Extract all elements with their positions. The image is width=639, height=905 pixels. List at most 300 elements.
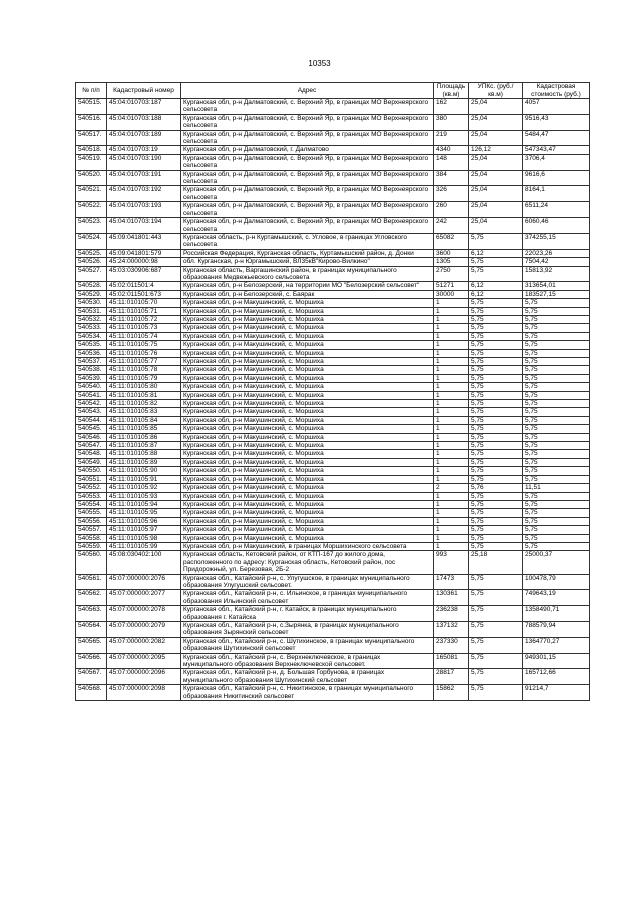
cell-area: 380 xyxy=(434,114,469,130)
cell-cadastral-cost: 5,75 xyxy=(523,315,590,323)
table-row xyxy=(76,366,590,374)
cell-upks: 5,75 xyxy=(469,492,523,500)
cell-cadastral-cost: 3706,4 xyxy=(523,154,590,170)
cell-cadastral-number: 45:08:030402:100 xyxy=(107,551,181,574)
cell-upks: 5,75 xyxy=(469,332,523,340)
cell-address: Курганская обл, р-н Макушинский, с. Моршиха xyxy=(181,341,434,349)
cell-num: 540556. xyxy=(76,517,107,525)
table-row xyxy=(76,146,590,154)
cell-upks: 5,75 xyxy=(469,374,523,382)
cell-cadastral-number: 45:09:041801:443 xyxy=(107,233,181,249)
cell-num: 540523. xyxy=(76,218,107,234)
table-row xyxy=(76,218,590,234)
cell-area: 1 xyxy=(434,526,469,534)
cell-cadastral-cost: 8164,1 xyxy=(523,186,590,202)
cell-upks: 25,18 xyxy=(469,551,523,574)
header-area: Площадь (кв.м) xyxy=(434,83,469,99)
cell-cadastral-cost: 5,75 xyxy=(523,450,590,458)
cell-area: 1 xyxy=(434,349,469,357)
cell-num: 540533. xyxy=(76,324,107,332)
cell-address: Курганская обл, р-н Далматовский, с. Верхний Яр, в границах МО Верхнеярского сельсовета xyxy=(181,186,434,202)
cell-cadastral-number: 45:11:010105:79 xyxy=(107,374,181,382)
cell-num: 540562. xyxy=(76,590,107,606)
cell-num: 540524. xyxy=(76,233,107,249)
cell-cadastral-number: 45:04:010703:187 xyxy=(107,99,181,115)
table-row xyxy=(76,324,590,332)
cell-cadastral-cost: 5,75 xyxy=(523,416,590,424)
cell-cadastral-cost: 9516,43 xyxy=(523,114,590,130)
cell-address: Курганская обл, р-н Макушинский, с. Моршиха xyxy=(181,383,434,391)
cell-num: 540565. xyxy=(76,637,107,653)
table-row xyxy=(76,450,590,458)
cell-area: 1 xyxy=(434,517,469,525)
cell-num: 540537. xyxy=(76,358,107,366)
cell-cadastral-number: 45:11:010105:70 xyxy=(107,299,181,307)
cell-num: 540545. xyxy=(76,425,107,433)
table-row xyxy=(76,341,590,349)
cell-area: 1 xyxy=(434,315,469,323)
cell-upks: 5,75 xyxy=(469,500,523,508)
cell-upks: 5,75 xyxy=(469,458,523,466)
cell-address: Курганская обл, р-н Макушинский, с. Моршиха xyxy=(181,467,434,475)
cell-upks: 5,75 xyxy=(469,266,523,282)
cell-area: 1 xyxy=(434,299,469,307)
cell-address: Курганская область, Варгашинский район, в границах муниципального образования Медвежьевского сельсовета xyxy=(181,266,434,282)
cell-address: Курганская обл, р-н Макушинский, с. Моршиха xyxy=(181,484,434,492)
cell-cadastral-cost: 313654,01 xyxy=(523,282,590,290)
cell-num: 540535. xyxy=(76,341,107,349)
cell-area: 242 xyxy=(434,218,469,234)
cell-cadastral-number: 45:09:041801:579 xyxy=(107,249,181,257)
table-row xyxy=(76,517,590,525)
cell-cadastral-number: 45:07:000000:2078 xyxy=(107,606,181,622)
cell-num: 540549. xyxy=(76,458,107,466)
cell-num: 540557. xyxy=(76,526,107,534)
cell-cadastral-cost: 7504,42 xyxy=(523,258,590,266)
cell-cadastral-number: 45:11:010105:96 xyxy=(107,517,181,525)
cell-upks: 5,75 xyxy=(469,358,523,366)
cell-area: 1 xyxy=(434,458,469,466)
cell-area: 260 xyxy=(434,202,469,218)
cell-address: Курганская обл, р-н Далматовский, с. Верхний Яр, в границах МО Верхнеярского сельсовета xyxy=(181,99,434,115)
cell-cadastral-number: 45:11:010105:93 xyxy=(107,492,181,500)
cell-address: Курганская обл., Катайский р-н, д. Большая Горбунова, в границах муниципального образования Шутихинский сельсовет xyxy=(181,669,434,685)
cell-area: 1 xyxy=(434,408,469,416)
cell-upks: 5,75 xyxy=(469,475,523,483)
cell-cadastral-cost: 374255,15 xyxy=(523,233,590,249)
cell-area: 1 xyxy=(434,433,469,441)
page-number: 10353 xyxy=(308,59,331,68)
cell-num: 540536. xyxy=(76,349,107,357)
cell-upks: 25,04 xyxy=(469,202,523,218)
cell-upks: 5,75 xyxy=(469,685,523,701)
table-row xyxy=(76,315,590,323)
cell-cadastral-cost: 5,75 xyxy=(523,534,590,542)
cell-upks: 25,04 xyxy=(469,99,523,115)
cell-upks: 5,75 xyxy=(469,233,523,249)
cell-area: 137132 xyxy=(434,622,469,638)
table-row xyxy=(76,526,590,534)
cell-num: 540553. xyxy=(76,492,107,500)
cell-upks: 126,12 xyxy=(469,146,523,154)
cell-upks: 5,75 xyxy=(469,391,523,399)
cell-num: 540527. xyxy=(76,266,107,282)
cell-cadastral-cost: 5,75 xyxy=(523,425,590,433)
cell-cadastral-cost: 5,75 xyxy=(523,400,590,408)
cell-address: Курганская обл, р-н Макушинский, в границах Моршихинского сельсовета xyxy=(181,542,434,550)
cell-num: 540525. xyxy=(76,249,107,257)
cell-upks: 25,04 xyxy=(469,186,523,202)
table-row xyxy=(76,467,590,475)
cell-upks: 5,75 xyxy=(469,315,523,323)
table-row xyxy=(76,233,590,249)
cell-upks: 5,75 xyxy=(469,542,523,550)
cell-num: 540532. xyxy=(76,315,107,323)
table-row xyxy=(76,425,590,433)
cell-area: 1 xyxy=(434,366,469,374)
table-row xyxy=(76,202,590,218)
cell-cadastral-number: 45:02:011501:4 xyxy=(107,282,181,290)
cell-upks: 5,75 xyxy=(469,366,523,374)
cell-area: 993 xyxy=(434,551,469,574)
cell-area: 1 xyxy=(434,374,469,382)
cell-cadastral-number: 45:11:010105:80 xyxy=(107,383,181,391)
cell-address: Курганская обл, р-н Макушинский, с. Моршиха xyxy=(181,332,434,340)
table-row xyxy=(76,484,590,492)
cell-cadastral-cost: 5,75 xyxy=(523,299,590,307)
cell-address: Курганская обл, р-н Макушинский, с. Моршиха xyxy=(181,307,434,315)
cell-num: 540520. xyxy=(76,170,107,186)
cell-cadastral-number: 45:11:010105:85 xyxy=(107,425,181,433)
cell-cadastral-number: 45:11:010105:98 xyxy=(107,534,181,542)
cell-num: 540541. xyxy=(76,391,107,399)
cell-cadastral-cost: 22023,26 xyxy=(523,249,590,257)
table-row xyxy=(76,442,590,450)
cell-cadastral-cost: 5,75 xyxy=(523,475,590,483)
cell-address: Курганская обл, р-н Далматовский, с. Верхний Яр, в границах МО Верхнеярского сельсовета xyxy=(181,130,434,146)
cell-address: Курганская обл, р-н Макушинский, с. Моршиха xyxy=(181,492,434,500)
cell-cadastral-number: 45:04:010703:193 xyxy=(107,202,181,218)
cell-cadastral-cost: 5,75 xyxy=(523,517,590,525)
table-row xyxy=(76,307,590,315)
cell-cadastral-number: 45:04:010703:192 xyxy=(107,186,181,202)
cell-num: 540530. xyxy=(76,299,107,307)
cell-area: 1305 xyxy=(434,258,469,266)
cell-upks: 6,12 xyxy=(469,282,523,290)
cell-num: 540560. xyxy=(76,551,107,574)
table-row xyxy=(76,130,590,146)
cell-area: 1 xyxy=(434,416,469,424)
table-row xyxy=(76,574,590,590)
table-row xyxy=(76,475,590,483)
table-row xyxy=(76,170,590,186)
cell-upks: 25,04 xyxy=(469,114,523,130)
cell-cadastral-number: 45:11:010105:94 xyxy=(107,500,181,508)
cell-num: 540543. xyxy=(76,408,107,416)
cell-cadastral-cost: 5,75 xyxy=(523,341,590,349)
cell-cadastral-number: 45:07:000000:2079 xyxy=(107,622,181,638)
cell-cadastral-number: 45:11:010105:89 xyxy=(107,458,181,466)
table-row xyxy=(76,332,590,340)
cell-area: 1 xyxy=(434,475,469,483)
cell-address: Курганская обл, р-н Макушинский, с. Моршиха xyxy=(181,358,434,366)
cell-upks: 5,76 xyxy=(469,484,523,492)
table-row xyxy=(76,551,590,574)
cell-upks: 5,75 xyxy=(469,349,523,357)
cell-num: 540551. xyxy=(76,475,107,483)
cell-area: 1 xyxy=(434,492,469,500)
cell-num: 540544. xyxy=(76,416,107,424)
cell-cadastral-number: 45:04:010703:189 xyxy=(107,130,181,146)
cell-num: 540540. xyxy=(76,383,107,391)
cell-area: 1 xyxy=(434,425,469,433)
cell-upks: 5,75 xyxy=(469,341,523,349)
cell-cadastral-cost: 5,75 xyxy=(523,358,590,366)
cell-cadastral-number: 45:04:010703:19 xyxy=(107,146,181,154)
table-row xyxy=(76,299,590,307)
cell-cadastral-cost: 9616,6 xyxy=(523,170,590,186)
table-row xyxy=(76,290,590,298)
cell-num: 540528. xyxy=(76,282,107,290)
cell-cadastral-cost: 5,75 xyxy=(523,391,590,399)
cell-area: 1 xyxy=(434,442,469,450)
cell-cadastral-number: 45:11:010105:91 xyxy=(107,475,181,483)
cell-num: 540542. xyxy=(76,400,107,408)
table-row xyxy=(76,637,590,653)
cell-address: Курганская обл., Катайский р-н, с. Никитинское, в границах муниципального образования Никитинский сельсовет xyxy=(181,685,434,701)
cell-num: 540568. xyxy=(76,685,107,701)
cell-cadastral-cost: 749643,19 xyxy=(523,590,590,606)
cell-area: 30000 xyxy=(434,290,469,298)
cell-address: Курганская обл, р-н Макушинский, с. Моршиха xyxy=(181,450,434,458)
header-num: № п/п xyxy=(76,83,107,99)
cell-area: 65082 xyxy=(434,233,469,249)
cell-area: 17473 xyxy=(434,574,469,590)
cell-upks: 5,75 xyxy=(469,574,523,590)
cell-num: 540555. xyxy=(76,509,107,517)
table-row xyxy=(76,114,590,130)
table-row xyxy=(76,590,590,606)
cell-num: 540552. xyxy=(76,484,107,492)
cell-cadastral-number: 45:11:010105:87 xyxy=(107,442,181,450)
table-row xyxy=(76,383,590,391)
cell-address: Курганская обл, р-н Макушинский, с. Моршиха xyxy=(181,433,434,441)
cell-upks: 5,75 xyxy=(469,509,523,517)
table-row xyxy=(76,509,590,517)
cell-address: Курганская обл, р-н Далматовский, с. Верхний Яр, в границах МО Верхнеярского сельсовета xyxy=(181,218,434,234)
cell-upks: 5,75 xyxy=(469,637,523,653)
cell-address: Курганская обл, р-н Макушинский, с. Моршиха xyxy=(181,534,434,542)
cell-cadastral-number: 45:11:010105:81 xyxy=(107,391,181,399)
cell-address: Курганская обл, р-н Макушинский, с. Моршиха xyxy=(181,509,434,517)
cell-cadastral-number: 45:04:010703:188 xyxy=(107,114,181,130)
cell-address: Курганская обл., Катайский р-н, с. Ильинское, в границах муниципального образования Ильинский сельсовет xyxy=(181,590,434,606)
cell-cadastral-cost: 5,75 xyxy=(523,349,590,357)
table-row xyxy=(76,500,590,508)
cell-upks: 5,75 xyxy=(469,433,523,441)
cell-address: Курганская обл, р-н Макушинский, с. Моршиха xyxy=(181,526,434,534)
cell-cadastral-cost: 1364770,27 xyxy=(523,637,590,653)
cell-num: 540563. xyxy=(76,606,107,622)
cell-num: 540521. xyxy=(76,186,107,202)
cell-upks: 5,75 xyxy=(469,669,523,685)
cell-upks: 5,75 xyxy=(469,408,523,416)
cell-cadastral-cost: 6511,24 xyxy=(523,202,590,218)
cell-upks: 5,75 xyxy=(469,450,523,458)
cell-cadastral-cost: 5,75 xyxy=(523,509,590,517)
table-row xyxy=(76,653,590,669)
cell-cadastral-number: 45:11:010105:90 xyxy=(107,467,181,475)
cell-num: 540522. xyxy=(76,202,107,218)
cell-area: 1 xyxy=(434,467,469,475)
cell-address: Курганская обл., Катайский р-н, с. Шутихинское, в границах муниципального образования Шутихинский сельсовет xyxy=(181,637,434,653)
cell-cadastral-number: 45:11:010105:82 xyxy=(107,400,181,408)
cell-area: 236238 xyxy=(434,606,469,622)
table-row xyxy=(76,391,590,399)
cell-cadastral-number: 45:03:030906:687 xyxy=(107,266,181,282)
cell-cadastral-number: 45:04:010703:191 xyxy=(107,170,181,186)
cell-upks: 5,75 xyxy=(469,622,523,638)
cell-area: 1 xyxy=(434,358,469,366)
table-row xyxy=(76,374,590,382)
cell-num: 540518. xyxy=(76,146,107,154)
cell-address: Курганская обл, р-н Макушинский, с. Моршиха xyxy=(181,374,434,382)
cell-upks: 25,04 xyxy=(469,218,523,234)
cell-upks: 5,75 xyxy=(469,307,523,315)
table-row xyxy=(76,606,590,622)
cell-area: 326 xyxy=(434,186,469,202)
cell-cadastral-number: 45:11:010105:83 xyxy=(107,408,181,416)
cell-cadastral-cost: 547343,47 xyxy=(523,146,590,154)
cell-address: Курганская обл, р-н Макушинский, с. Моршиха xyxy=(181,349,434,357)
cell-num: 540548. xyxy=(76,450,107,458)
cell-area: 4340 xyxy=(434,146,469,154)
cell-cadastral-cost: 5,75 xyxy=(523,408,590,416)
cell-address: Курганская область, Кетовский район, от КТП-167 до жилого дома, расположенного по адресу: Курганская область, Кетовский район, пос Придорожный, ул. Березовая, 2Б-2 xyxy=(181,551,434,574)
cell-address: Курганская обл., Катайский р-н, г. Катайск, в границах муниципального образования г. Катайска xyxy=(181,606,434,622)
cell-area: 1 xyxy=(434,391,469,399)
cell-num: 540559. xyxy=(76,542,107,550)
cell-cadastral-cost: 949301,15 xyxy=(523,653,590,669)
cell-upks: 5,75 xyxy=(469,258,523,266)
cell-cadastral-cost: 5,75 xyxy=(523,458,590,466)
cell-num: 540531. xyxy=(76,307,107,315)
cell-cadastral-cost: 5,75 xyxy=(523,526,590,534)
cell-cadastral-number: 45:02:011501:673 xyxy=(107,290,181,298)
cell-num: 540519. xyxy=(76,154,107,170)
cell-area: 1 xyxy=(434,332,469,340)
table-row xyxy=(76,154,590,170)
cell-upks: 5,75 xyxy=(469,517,523,525)
cell-upks: 25,04 xyxy=(469,170,523,186)
table-row xyxy=(76,266,590,282)
cell-cadastral-cost: 5,75 xyxy=(523,467,590,475)
cell-upks: 5,75 xyxy=(469,534,523,542)
cell-upks: 5,75 xyxy=(469,526,523,534)
cell-upks: 5,75 xyxy=(469,653,523,669)
cell-cadastral-number: 45:11:010105:88 xyxy=(107,450,181,458)
cell-cadastral-cost: 5484,47 xyxy=(523,130,590,146)
cell-cadastral-cost: 788579,94 xyxy=(523,622,590,638)
table-row xyxy=(76,669,590,685)
cell-address: Курганская обл, р-н Макушинский, с. Моршиха xyxy=(181,416,434,424)
cell-num: 540566. xyxy=(76,653,107,669)
cell-cadastral-number: 45:07:000000:2076 xyxy=(107,574,181,590)
cell-upks: 5,75 xyxy=(469,425,523,433)
cell-cadastral-cost: 5,75 xyxy=(523,324,590,332)
cell-address: Курганская обл, р-н Далматовский, с. Верхний Яр, в границах МО Верхнеярского сельсовета xyxy=(181,154,434,170)
cell-cadastral-number: 45:07:000000:2098 xyxy=(107,685,181,701)
cell-cadastral-number: 45:11:010105:76 xyxy=(107,349,181,357)
cell-upks: 5,75 xyxy=(469,590,523,606)
table-header-row xyxy=(76,83,590,99)
table-row xyxy=(76,258,590,266)
cell-cadastral-number: 45:07:000000:2095 xyxy=(107,653,181,669)
cell-cadastral-cost: 15813,92 xyxy=(523,266,590,282)
table-row xyxy=(76,458,590,466)
cell-cadastral-cost: 5,75 xyxy=(523,307,590,315)
cell-area: 162 xyxy=(434,99,469,115)
header-upks: УПКс. (руб./кв.м) xyxy=(469,83,523,99)
cell-address: обл. Курганская, р-н Юргамышский, ВЛ35кВ"Кирово-Вилкино" xyxy=(181,258,434,266)
cell-area: 130361 xyxy=(434,590,469,606)
cell-address: Курганская обл, р-н Макушинский, с. Моршиха xyxy=(181,324,434,332)
cell-address: Курганская обл, р-н Макушинский, с. Моршиха xyxy=(181,442,434,450)
cell-cadastral-cost: 165712,66 xyxy=(523,669,590,685)
cell-cadastral-cost: 183527,15 xyxy=(523,290,590,298)
cell-area: 1 xyxy=(434,341,469,349)
cell-upks: 5,75 xyxy=(469,299,523,307)
table-row xyxy=(76,685,590,701)
cell-cadastral-number: 45:07:000000:2096 xyxy=(107,669,181,685)
cell-area: 3600 xyxy=(434,249,469,257)
cell-address: Курганская обл., Катайский р-н, с. Верхнеключевское, в границах муниципального образования Верхнеключевской сельсовет. xyxy=(181,653,434,669)
cell-area: 384 xyxy=(434,170,469,186)
cell-area: 15862 xyxy=(434,685,469,701)
cell-cadastral-cost: 5,75 xyxy=(523,374,590,382)
cell-upks: 5,75 xyxy=(469,442,523,450)
cell-cadastral-cost: 5,75 xyxy=(523,366,590,374)
cell-address: Курганская обл, р-н Макушинский, с. Моршиха xyxy=(181,500,434,508)
table-row xyxy=(76,400,590,408)
cell-cadastral-number: 45:04:010703:194 xyxy=(107,218,181,234)
cell-cadastral-number: 45:11:010105:73 xyxy=(107,324,181,332)
cell-area: 237330 xyxy=(434,637,469,653)
cell-area: 1 xyxy=(434,383,469,391)
cell-area: 51271 xyxy=(434,282,469,290)
cell-address: Курганская обл, р-н Макушинский, с. Моршиха xyxy=(181,400,434,408)
cell-upks: 6,12 xyxy=(469,290,523,298)
cell-upks: 5,75 xyxy=(469,400,523,408)
cell-cadastral-cost: 5,75 xyxy=(523,500,590,508)
cell-num: 540558. xyxy=(76,534,107,542)
cell-cadastral-number: 45:11:010105:74 xyxy=(107,332,181,340)
header-cadastral-cost: Кадастровая стоимость (руб.) xyxy=(523,83,590,99)
cell-num: 540516. xyxy=(76,114,107,130)
cell-address: Курганская обл., Катайский р-н, с. Улугушское, в границах муниципального образования Улугушский сельсовет. xyxy=(181,574,434,590)
cell-cadastral-number: 45:11:010105:78 xyxy=(107,366,181,374)
header-address: Адрес xyxy=(181,83,434,99)
cell-num: 540515. xyxy=(76,99,107,115)
cell-cadastral-cost: 5,75 xyxy=(523,542,590,550)
cell-address: Курганская обл, р-н Макушинский, с. Моршиха xyxy=(181,299,434,307)
cell-address: Курганская обл, р-н Макушинский, с. Моршиха xyxy=(181,517,434,525)
table-row xyxy=(76,358,590,366)
cell-num: 540534. xyxy=(76,332,107,340)
cell-area: 28817 xyxy=(434,669,469,685)
cell-address: Курганская обл, р-н Макушинский, с. Моршиха xyxy=(181,408,434,416)
cell-address: Курганская обл, р-н Далматовский, с. Верхний Яр, в границах МО Верхнеярского сельсовета xyxy=(181,170,434,186)
